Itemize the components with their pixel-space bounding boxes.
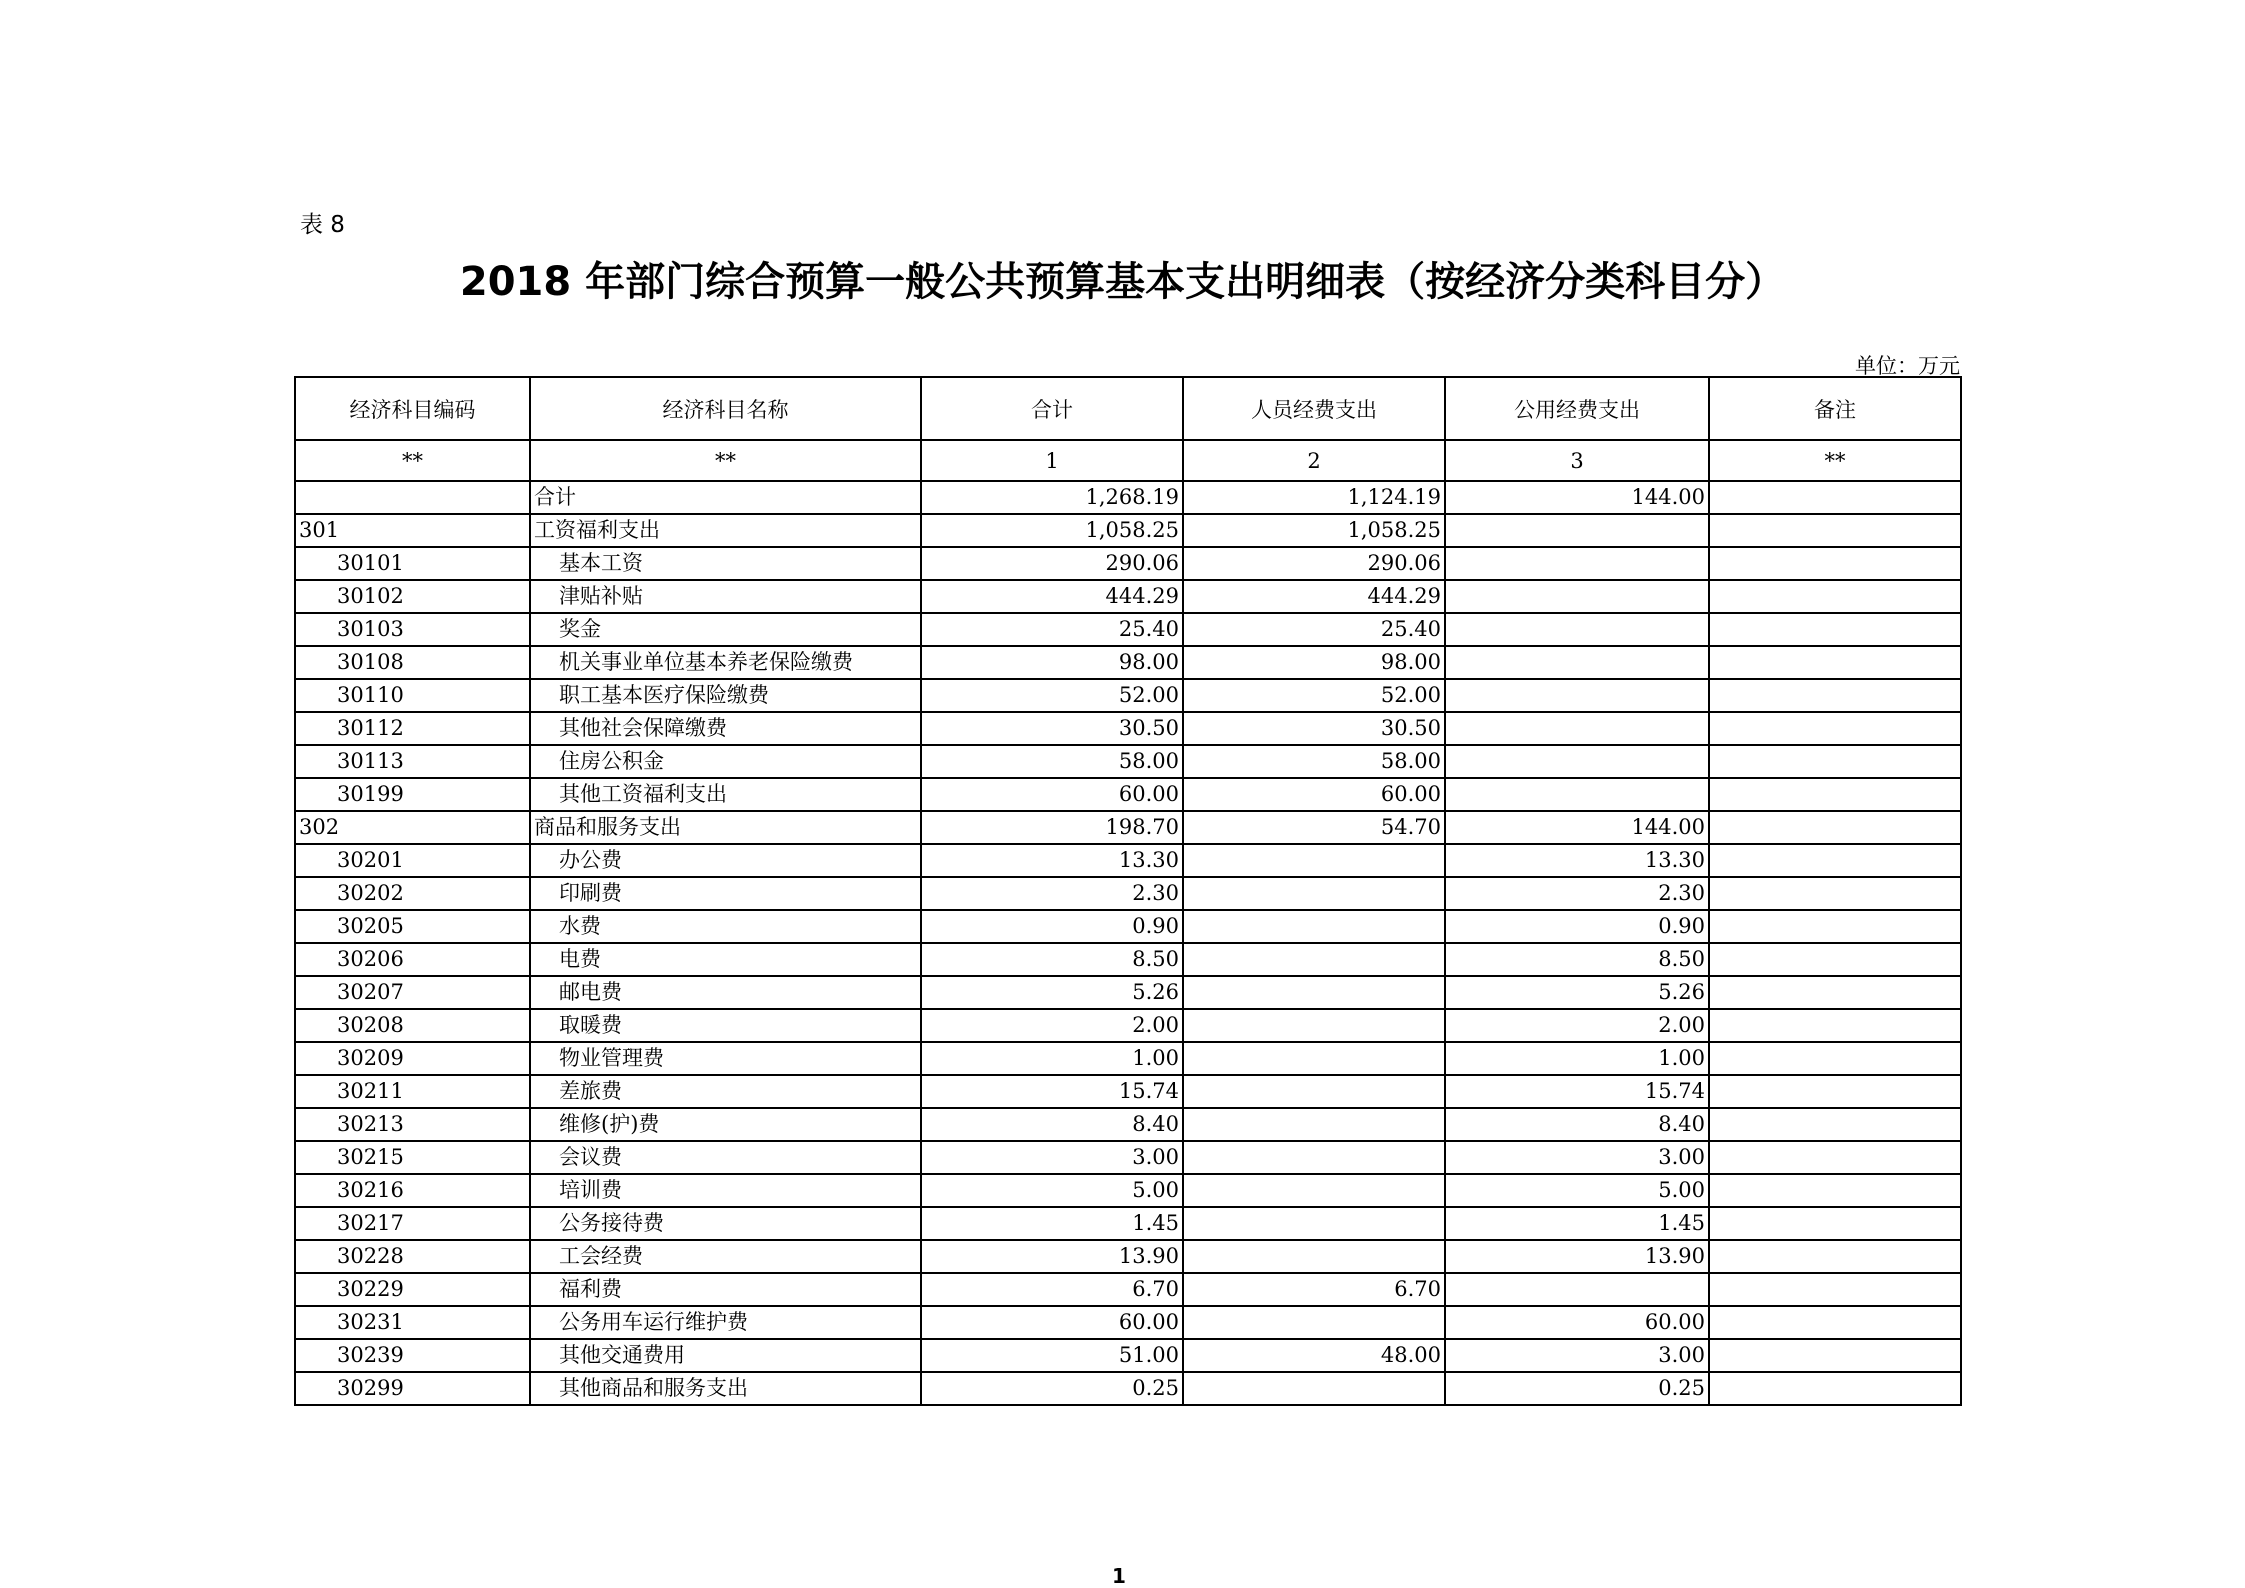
cell-total: 13.30 — [921, 844, 1183, 877]
cell-code: 30216 — [295, 1174, 530, 1207]
cell-personnel: 30.50 — [1183, 712, 1445, 745]
cell-personnel — [1183, 1372, 1445, 1405]
cell-total: 60.00 — [921, 1306, 1183, 1339]
cell-personnel: 1,124.19 — [1183, 481, 1445, 514]
cell-total: 290.06 — [921, 547, 1183, 580]
cell-total: 2.00 — [921, 1009, 1183, 1042]
cell-note — [1709, 1042, 1961, 1075]
header-name: 经济科目名称 — [530, 377, 921, 440]
cell-public: 144.00 — [1445, 481, 1709, 514]
cell-name: 办公费 — [530, 844, 921, 877]
table-row — [295, 514, 1961, 547]
cell-note — [1709, 910, 1961, 943]
cell-public: 60.00 — [1445, 1306, 1709, 1339]
cell-note — [1709, 580, 1961, 613]
table-row — [295, 844, 1961, 877]
cell-code: 30202 — [295, 877, 530, 910]
cell-public: 15.74 — [1445, 1075, 1709, 1108]
cell-code: 30231 — [295, 1306, 530, 1339]
cell-note — [1709, 1273, 1961, 1306]
table-row — [295, 976, 1961, 1009]
header-public: 公用经费支出 — [1445, 377, 1709, 440]
cell-public: 8.40 — [1445, 1108, 1709, 1141]
cell-name: 基本工资 — [530, 547, 921, 580]
cell-total: 1.45 — [921, 1207, 1183, 1240]
cell-public — [1445, 712, 1709, 745]
cell-note — [1709, 1207, 1961, 1240]
cell-total: 58.00 — [921, 745, 1183, 778]
cell-name: 维修(护)费 — [530, 1108, 921, 1141]
table-row — [295, 877, 1961, 910]
cell-personnel: 52.00 — [1183, 679, 1445, 712]
cell-public — [1445, 580, 1709, 613]
index-cell: 1 — [921, 440, 1183, 481]
cell-name: 培训费 — [530, 1174, 921, 1207]
cell-code: 30199 — [295, 778, 530, 811]
cell-name: 津贴补贴 — [530, 580, 921, 613]
table-row — [295, 1108, 1961, 1141]
cell-note — [1709, 1009, 1961, 1042]
cell-personnel: 290.06 — [1183, 547, 1445, 580]
table-label: 表 8 — [300, 212, 345, 238]
cell-name: 商品和服务支出 — [530, 811, 921, 844]
table-row — [295, 1174, 1961, 1207]
cell-total: 8.50 — [921, 943, 1183, 976]
cell-public: 0.25 — [1445, 1372, 1709, 1405]
budget-table — [294, 376, 1962, 1406]
cell-public: 2.30 — [1445, 877, 1709, 910]
cell-code: 30213 — [295, 1108, 530, 1141]
cell-note — [1709, 481, 1961, 514]
cell-personnel — [1183, 1306, 1445, 1339]
cell-name: 其他社会保障缴费 — [530, 712, 921, 745]
table-row — [295, 1042, 1961, 1075]
cell-note — [1709, 1108, 1961, 1141]
cell-personnel — [1183, 976, 1445, 1009]
cell-public: 8.50 — [1445, 943, 1709, 976]
cell-total: 8.40 — [921, 1108, 1183, 1141]
cell-total: 5.26 — [921, 976, 1183, 1009]
cell-total: 52.00 — [921, 679, 1183, 712]
cell-public: 1.00 — [1445, 1042, 1709, 1075]
cell-code: 30102 — [295, 580, 530, 613]
cell-code: 30207 — [295, 976, 530, 1009]
cell-public: 13.30 — [1445, 844, 1709, 877]
cell-note — [1709, 547, 1961, 580]
cell-note — [1709, 1240, 1961, 1273]
cell-total: 1.00 — [921, 1042, 1183, 1075]
cell-code: 302 — [295, 811, 530, 844]
cell-total: 98.00 — [921, 646, 1183, 679]
cell-personnel — [1183, 877, 1445, 910]
cell-name: 公务用车运行维护费 — [530, 1306, 921, 1339]
table-row — [295, 679, 1961, 712]
unit-label: 单位：万元 — [1855, 354, 1960, 378]
cell-note — [1709, 679, 1961, 712]
cell-public — [1445, 514, 1709, 547]
cell-total: 51.00 — [921, 1339, 1183, 1372]
cell-note — [1709, 778, 1961, 811]
cell-personnel — [1183, 1042, 1445, 1075]
cell-name: 福利费 — [530, 1273, 921, 1306]
cell-personnel — [1183, 1141, 1445, 1174]
cell-personnel — [1183, 1075, 1445, 1108]
cell-code: 30217 — [295, 1207, 530, 1240]
cell-personnel — [1183, 1207, 1445, 1240]
index-cell: ** — [530, 440, 921, 481]
cell-personnel: 60.00 — [1183, 778, 1445, 811]
cell-name: 会议费 — [530, 1141, 921, 1174]
index-row — [295, 440, 1961, 481]
cell-total: 198.70 — [921, 811, 1183, 844]
table-row — [295, 1240, 1961, 1273]
cell-total: 25.40 — [921, 613, 1183, 646]
table-row — [295, 1075, 1961, 1108]
cell-note — [1709, 1306, 1961, 1339]
table-row — [295, 1207, 1961, 1240]
cell-note — [1709, 1174, 1961, 1207]
cell-note — [1709, 1372, 1961, 1405]
cell-personnel: 1,058.25 — [1183, 514, 1445, 547]
table-row — [295, 646, 1961, 679]
cell-total: 0.90 — [921, 910, 1183, 943]
table-body — [295, 481, 1961, 1405]
cell-name: 机关事业单位基本养老保险缴费 — [530, 646, 921, 679]
cell-personnel — [1183, 1240, 1445, 1273]
cell-total: 13.90 — [921, 1240, 1183, 1273]
cell-code: 30209 — [295, 1042, 530, 1075]
cell-code: 30112 — [295, 712, 530, 745]
cell-note — [1709, 1339, 1961, 1372]
page-title: 2018 年部门综合预算一般公共预算基本支出明细表（按经济分类科目分） — [459, 259, 1786, 305]
cell-public: 5.00 — [1445, 1174, 1709, 1207]
cell-name: 其他工资福利支出 — [530, 778, 921, 811]
cell-code: 30101 — [295, 547, 530, 580]
cell-total: 0.25 — [921, 1372, 1183, 1405]
table-row — [295, 580, 1961, 613]
cell-name: 合计 — [530, 481, 921, 514]
header-code: 经济科目编码 — [295, 377, 530, 440]
cell-code: 30211 — [295, 1075, 530, 1108]
cell-personnel — [1183, 1108, 1445, 1141]
cell-note — [1709, 613, 1961, 646]
cell-personnel: 6.70 — [1183, 1273, 1445, 1306]
cell-name: 工资福利支出 — [530, 514, 921, 547]
cell-name: 其他商品和服务支出 — [530, 1372, 921, 1405]
table-row — [295, 481, 1961, 514]
table-row — [295, 778, 1961, 811]
index-cell: ** — [295, 440, 530, 481]
cell-total: 2.30 — [921, 877, 1183, 910]
table-row — [295, 943, 1961, 976]
cell-code: 30206 — [295, 943, 530, 976]
cell-public: 3.00 — [1445, 1141, 1709, 1174]
table-row — [295, 613, 1961, 646]
table-row — [295, 745, 1961, 778]
cell-total: 5.00 — [921, 1174, 1183, 1207]
cell-code: 30201 — [295, 844, 530, 877]
cell-name: 奖金 — [530, 613, 921, 646]
cell-personnel: 58.00 — [1183, 745, 1445, 778]
header-personnel: 人员经费支出 — [1183, 377, 1445, 440]
cell-personnel: 54.70 — [1183, 811, 1445, 844]
cell-personnel: 48.00 — [1183, 1339, 1445, 1372]
cell-personnel: 25.40 — [1183, 613, 1445, 646]
table-row — [295, 1339, 1961, 1372]
cell-note — [1709, 745, 1961, 778]
table-row — [295, 1273, 1961, 1306]
cell-note — [1709, 712, 1961, 745]
cell-name: 电费 — [530, 943, 921, 976]
cell-name: 公务接待费 — [530, 1207, 921, 1240]
cell-code: 30205 — [295, 910, 530, 943]
cell-public: 144.00 — [1445, 811, 1709, 844]
cell-public: 2.00 — [1445, 1009, 1709, 1042]
table-row — [295, 1141, 1961, 1174]
cell-code — [295, 481, 530, 514]
table-row — [295, 1372, 1961, 1405]
index-cell: ** — [1709, 440, 1961, 481]
cell-name: 工会经费 — [530, 1240, 921, 1273]
cell-note — [1709, 646, 1961, 679]
cell-public — [1445, 613, 1709, 646]
cell-note — [1709, 514, 1961, 547]
cell-name: 差旅费 — [530, 1075, 921, 1108]
cell-public — [1445, 679, 1709, 712]
cell-public — [1445, 547, 1709, 580]
table-row — [295, 712, 1961, 745]
cell-name: 其他交通费用 — [530, 1339, 921, 1372]
cell-total: 15.74 — [921, 1075, 1183, 1108]
cell-code: 30108 — [295, 646, 530, 679]
cell-code: 30208 — [295, 1009, 530, 1042]
cell-note — [1709, 877, 1961, 910]
cell-public: 5.26 — [1445, 976, 1709, 1009]
cell-note — [1709, 976, 1961, 1009]
cell-note — [1709, 943, 1961, 976]
cell-code: 30215 — [295, 1141, 530, 1174]
cell-public — [1445, 646, 1709, 679]
cell-code: 30229 — [295, 1273, 530, 1306]
cell-total: 3.00 — [921, 1141, 1183, 1174]
cell-name: 邮电费 — [530, 976, 921, 1009]
cell-code: 30239 — [295, 1339, 530, 1372]
cell-note — [1709, 1141, 1961, 1174]
cell-total: 1,058.25 — [921, 514, 1183, 547]
cell-code: 30113 — [295, 745, 530, 778]
cell-personnel: 444.29 — [1183, 580, 1445, 613]
cell-note — [1709, 1075, 1961, 1108]
cell-code: 30228 — [295, 1240, 530, 1273]
page-number: 1 — [1112, 1564, 1126, 1588]
cell-public: 13.90 — [1445, 1240, 1709, 1273]
cell-total: 60.00 — [921, 778, 1183, 811]
cell-total: 444.29 — [921, 580, 1183, 613]
cell-note — [1709, 844, 1961, 877]
cell-personnel — [1183, 1174, 1445, 1207]
cell-personnel — [1183, 844, 1445, 877]
cell-name: 物业管理费 — [530, 1042, 921, 1075]
cell-personnel: 98.00 — [1183, 646, 1445, 679]
table-row — [295, 910, 1961, 943]
table-row — [295, 811, 1961, 844]
cell-public — [1445, 745, 1709, 778]
cell-name: 职工基本医疗保险缴费 — [530, 679, 921, 712]
cell-public: 3.00 — [1445, 1339, 1709, 1372]
cell-code: 30103 — [295, 613, 530, 646]
cell-public: 1.45 — [1445, 1207, 1709, 1240]
index-cell: 3 — [1445, 440, 1709, 481]
table-row — [295, 547, 1961, 580]
cell-public: 0.90 — [1445, 910, 1709, 943]
cell-name: 住房公积金 — [530, 745, 921, 778]
cell-code: 30110 — [295, 679, 530, 712]
header-row — [295, 377, 1961, 440]
cell-total: 30.50 — [921, 712, 1183, 745]
cell-personnel — [1183, 1009, 1445, 1042]
cell-name: 印刷费 — [530, 877, 921, 910]
cell-personnel — [1183, 910, 1445, 943]
cell-public — [1445, 1273, 1709, 1306]
cell-note — [1709, 811, 1961, 844]
cell-name: 水费 — [530, 910, 921, 943]
index-cell: 2 — [1183, 440, 1445, 481]
header-note: 备注 — [1709, 377, 1961, 440]
cell-public — [1445, 778, 1709, 811]
header-total: 合计 — [921, 377, 1183, 440]
cell-code: 301 — [295, 514, 530, 547]
table-row — [295, 1306, 1961, 1339]
cell-total: 1,268.19 — [921, 481, 1183, 514]
cell-total: 6.70 — [921, 1273, 1183, 1306]
cell-personnel — [1183, 943, 1445, 976]
cell-code: 30299 — [295, 1372, 530, 1405]
table-row — [295, 1009, 1961, 1042]
cell-name: 取暖费 — [530, 1009, 921, 1042]
